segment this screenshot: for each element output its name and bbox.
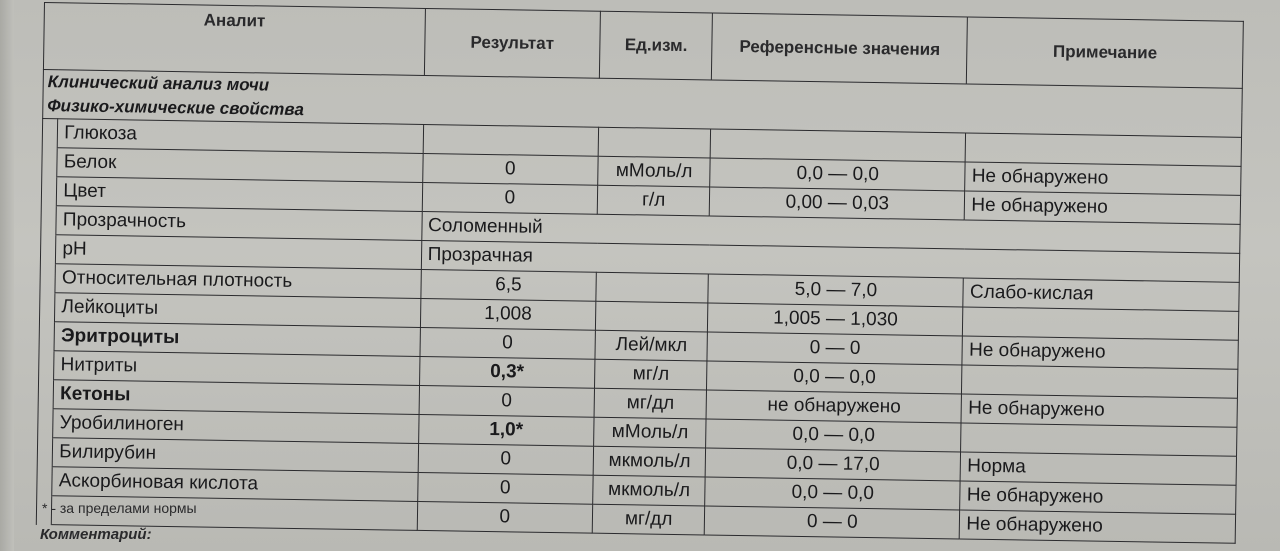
header-reference: Референсные значения [712, 13, 968, 84]
comment-label: Комментарий: [40, 526, 152, 543]
unit-value: мг/дл [592, 504, 705, 535]
note-value: Не обнаружено [965, 191, 1241, 224]
note-value: Не обнаружено [960, 481, 1236, 514]
result-value: 0 [417, 501, 593, 533]
unit-value [596, 301, 709, 332]
analyte-name: Билирубин [52, 438, 418, 473]
reference-value: 5,0 — 7,0 [708, 274, 964, 307]
reference-value [710, 129, 966, 162]
unit-value: мМоль/л [598, 156, 711, 187]
results-table [36, 2, 1244, 544]
analyte-name: Аскорбиновая кислота [52, 467, 418, 502]
result-value: 1,0* [418, 414, 594, 446]
analyte-name: Прозрачность [56, 206, 422, 241]
reference-value: 0,0 — 0,0 [706, 419, 962, 452]
note-value [962, 365, 1238, 398]
reference-value: не обнаружено [706, 390, 962, 423]
unit-value: мг/л [595, 359, 708, 390]
result-value: 0 [417, 472, 593, 504]
header-unit: Ед.изм. [599, 11, 712, 80]
unit-value: мкмоль/л [593, 475, 706, 506]
reference-value: 0,0 — 17,0 [705, 448, 961, 481]
note-value: Слабо-кислая [963, 278, 1239, 311]
analyte-name: Глюкоза [58, 119, 424, 154]
note-value [963, 307, 1239, 340]
unit-value: мкмоль/л [593, 446, 706, 477]
result-value: 0 [422, 182, 598, 214]
analyte-name: pH [56, 235, 422, 270]
analyte-name: Относительная плотность [55, 264, 421, 299]
reference-value: 0,0 — 0,0 [705, 477, 961, 510]
reference-value: 1,005 — 1,030 [708, 303, 964, 336]
analyte-name: Лейкоциты [55, 293, 421, 328]
reference-value: 0,0 — 0,0 [710, 158, 966, 191]
result-value: 0 [419, 385, 595, 417]
header-result: Результат [424, 8, 601, 78]
reference-value: 0,00 — 0,03 [710, 187, 966, 220]
unit-value: Лей/мкл [595, 330, 708, 361]
result-value: 0 [420, 327, 596, 359]
result-value: 0 [418, 443, 594, 475]
note-value: Норма [961, 452, 1237, 485]
result-value: 6,5 [420, 269, 596, 301]
result-value: Соломенный [421, 211, 1240, 253]
analyte-name: Уробилиноген [53, 409, 419, 444]
paper-edge [0, 0, 14, 551]
header-note: Примечание [967, 17, 1244, 88]
note-value [961, 423, 1237, 456]
result-value: 1,008 [420, 298, 596, 330]
note-value: Не обнаружено [960, 510, 1236, 543]
analyte-name: Цвет [57, 177, 423, 212]
analyte-name: Нитриты [54, 351, 420, 386]
unit-value [596, 272, 709, 303]
analyte-name: Эритроциты [54, 322, 420, 357]
reference-value: 0 — 0 [707, 332, 963, 365]
unit-value: мМоль/л [594, 417, 707, 448]
result-value: Прозрачная [421, 240, 1240, 282]
note-value: Не обнаружено [962, 336, 1238, 369]
note-value: Не обнаружено [961, 394, 1237, 427]
unit-value: мг/дл [594, 388, 707, 419]
reference-value: 0,0 — 0,0 [707, 361, 963, 394]
note-value [966, 133, 1242, 166]
header-analyte: Аналит [43, 3, 425, 76]
result-value [423, 124, 599, 156]
result-value: 0,3* [419, 356, 595, 388]
section-title-sub: Физико-химические свойства [43, 94, 1242, 137]
note-value: Не обнаружено [965, 162, 1241, 195]
analyte-name: Кетоны [53, 380, 419, 415]
section-title-main: Клинический анализ мочи [43, 69, 1242, 112]
unit-value [598, 127, 711, 158]
unit-value: г/л [597, 185, 710, 216]
analyte-name: Белок [57, 148, 423, 183]
footnote: * - за пределами нормы [42, 500, 197, 516]
result-value: 0 [422, 153, 598, 185]
reference-value: 0 — 0 [705, 506, 961, 539]
